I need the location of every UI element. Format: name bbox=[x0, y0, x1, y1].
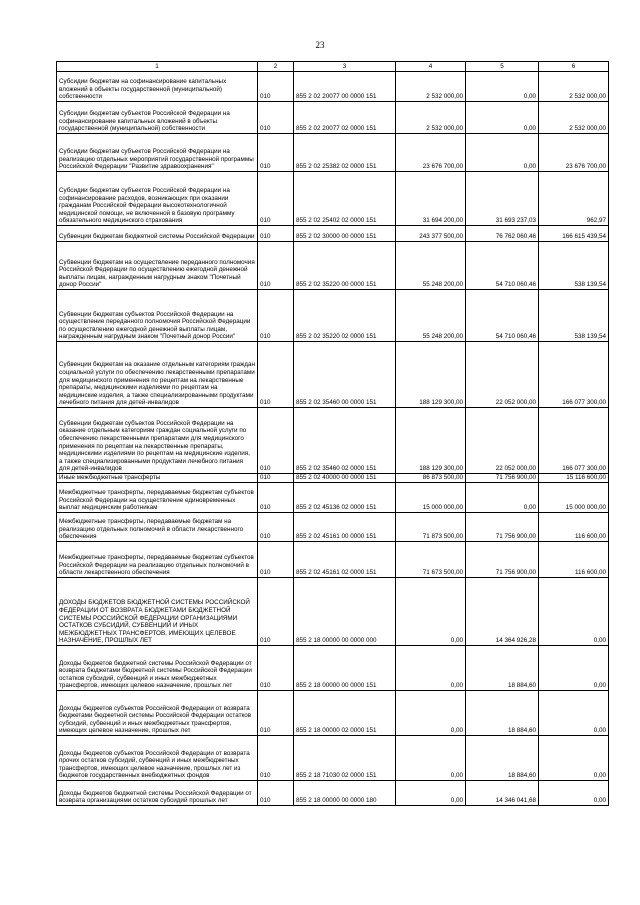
row-name: Доходы бюджетов бюджетной системы Российской Федерации от возврата бюджетами бюджетной системы Российской Федерации остатков субсидий, субвенций и иных межбюджетных трансфертов, имеющих целевое назначение, прошлых лет bbox=[57, 646, 258, 691]
table-row bbox=[57, 646, 609, 691]
row-name: Межбюджетные трансферты, передаваемые бюджетам на реализацию отдельных полномочий в области лекарственного обеспечения bbox=[57, 513, 258, 542]
row-code: 010 bbox=[258, 474, 294, 483]
row-fact: 71 756 900,00 bbox=[466, 513, 539, 542]
row-kbk: 855 2 02 30000 00 0000 151 bbox=[294, 226, 396, 242]
table-row bbox=[57, 134, 609, 172]
row-plan: 0,00 bbox=[396, 736, 466, 781]
row-rest: 0,00 bbox=[539, 736, 609, 781]
row-plan: 2 532 000,00 bbox=[396, 72, 466, 102]
row-name: Доходы бюджетов бюджетной системы Российской Федерации от возврата организациями остатков субсидий прошлых лет bbox=[57, 781, 258, 806]
row-plan: 0,00 bbox=[396, 578, 466, 646]
row-code: 010 bbox=[258, 172, 294, 226]
row-rest: 166 077 300,00 bbox=[539, 342, 609, 408]
row-kbk: 855 2 18 00000 00 0000 000 bbox=[294, 578, 396, 646]
row-fact: 76 762 060,46 bbox=[466, 226, 539, 242]
table-row bbox=[57, 72, 609, 102]
row-code: 010 bbox=[258, 102, 294, 134]
budget-table bbox=[56, 61, 609, 806]
row-kbk: 855 2 02 20077 00 0000 151 bbox=[294, 72, 396, 102]
row-name: Субсидии бюджетам субъектов Российской Федерации на реализацию отдельных мероприятий государственной программы Российской Федерации "Развитие здравоохранения" bbox=[57, 134, 258, 172]
row-rest: 538 139,54 bbox=[539, 290, 609, 342]
row-kbk: 855 2 02 35220 00 0000 151 bbox=[294, 242, 396, 290]
row-code: 010 bbox=[258, 290, 294, 342]
table-row bbox=[57, 513, 609, 542]
row-code: 010 bbox=[258, 578, 294, 646]
row-plan: 188 129 300,00 bbox=[396, 342, 466, 408]
table-header-row bbox=[57, 62, 609, 72]
table-row bbox=[57, 290, 609, 342]
row-rest: 15 116 600,00 bbox=[539, 474, 609, 483]
row-rest: 116 600,00 bbox=[539, 542, 609, 578]
row-code: 010 bbox=[258, 134, 294, 172]
table-row bbox=[57, 172, 609, 226]
table-row bbox=[57, 226, 609, 242]
row-fact: 18 884,60 bbox=[466, 736, 539, 781]
row-name: Субвенции бюджетам бюджетной системы Российской Федерации bbox=[57, 226, 258, 242]
row-kbk: 855 2 02 20077 02 0000 151 bbox=[294, 102, 396, 134]
row-kbk: 855 2 18 00000 02 0000 151 bbox=[294, 691, 396, 736]
table-row bbox=[57, 242, 609, 290]
row-rest: 0,00 bbox=[539, 578, 609, 646]
row-plan: 2 532 000,00 bbox=[396, 102, 466, 134]
page-number: 23 bbox=[315, 40, 325, 50]
row-fact: 54 710 060,46 bbox=[466, 242, 539, 290]
column-header: 5 bbox=[466, 62, 539, 72]
row-fact: 54 710 060,46 bbox=[466, 290, 539, 342]
row-code: 010 bbox=[258, 72, 294, 102]
column-header: 2 bbox=[258, 62, 294, 72]
row-plan: 71 673 500,00 bbox=[396, 542, 466, 578]
row-rest: 166 077 300,00 bbox=[539, 408, 609, 474]
row-plan: 31 694 200,00 bbox=[396, 172, 466, 226]
row-plan: 0,00 bbox=[396, 646, 466, 691]
row-rest: 15 000 000,00 bbox=[539, 483, 609, 513]
row-name: Субвенции бюджетам субъектов Российской Федерации на осуществление переданного полномочия Российской Федерации по осуществлению ежегодной денежной выплаты лицам, награжденным нагрудным знаком "Почетный донор России" bbox=[57, 290, 258, 342]
row-fact: 22 052 000,00 bbox=[466, 408, 539, 474]
row-code: 010 bbox=[258, 242, 294, 290]
row-rest: 2 532 000,00 bbox=[539, 72, 609, 102]
row-fact: 18 884,60 bbox=[466, 646, 539, 691]
row-fact: 22 052 000,00 bbox=[466, 342, 539, 408]
row-name: Доходы бюджетов субъектов Российской Федерации от возврата бюджетами бюджетной системы Российской Федерации остатков субсидий, субвенций и иных межбюджетных трансфертов, имеющих целевое назначение, прошлых лет bbox=[57, 691, 258, 736]
row-fact: 0,00 bbox=[466, 102, 539, 134]
row-name: Субвенции бюджетам на оказание отдельным категориям граждан социальной услуги по обеспечению лекарственными препаратами для медицинского применения по рецептам на лекарственные препараты, медицинскими изделиями по рецептам на медицинские изделия, а также специализированными продуктами лечебного питания для детей-инвалидов bbox=[57, 342, 258, 408]
row-code: 010 bbox=[258, 342, 294, 408]
column-header: 1 bbox=[57, 62, 258, 72]
row-kbk: 855 2 02 45161 00 0000 151 bbox=[294, 513, 396, 542]
column-header: 3 bbox=[294, 62, 396, 72]
row-fact: 71 756 900,00 bbox=[466, 474, 539, 483]
row-kbk: 855 2 02 25382 02 0000 151 bbox=[294, 134, 396, 172]
row-fact: 0,00 bbox=[466, 483, 539, 513]
row-code: 010 bbox=[258, 781, 294, 806]
table-row bbox=[57, 736, 609, 781]
table-row bbox=[57, 781, 609, 806]
row-plan: 243 377 500,00 bbox=[396, 226, 466, 242]
row-fact: 0,00 bbox=[466, 72, 539, 102]
row-plan: 86 873 500,00 bbox=[396, 474, 466, 483]
row-code: 010 bbox=[258, 736, 294, 781]
row-name: Субсидии бюджетам субъектов Российской Федерации на софинансирование расходов, возникающих при оказании гражданам Российской Федерации высокотехнологичной медицинской помощи, не включенной в базовую программу обязательного медицинского страхования bbox=[57, 172, 258, 226]
row-kbk: 855 2 02 45136 02 0000 151 bbox=[294, 483, 396, 513]
row-name: Межбюджетные трансферты, передаваемые бюджетам субъектов Российской Федерации на реализацию отдельных полномочий в области лекарственного обеспечения bbox=[57, 542, 258, 578]
row-fact: 31 693 237,03 bbox=[466, 172, 539, 226]
row-kbk: 855 2 18 00000 00 0000 151 bbox=[294, 646, 396, 691]
row-plan: 23 676 700,00 bbox=[396, 134, 466, 172]
row-plan: 15 000 000,00 bbox=[396, 483, 466, 513]
row-fact: 71 756 900,00 bbox=[466, 542, 539, 578]
row-code: 010 bbox=[258, 408, 294, 474]
row-fact: 14 364 926,28 bbox=[466, 578, 539, 646]
row-name: Доходы бюджетов субъектов Российской Федерации от возврата прочих остатков субсидий, субвенций и иных межбюджетных трансфертов, имеющих целевое назначение, прошлых лет из бюджетов государственных внебюджетных фондов bbox=[57, 736, 258, 781]
row-rest: 0,00 bbox=[539, 781, 609, 806]
table-row bbox=[57, 474, 609, 483]
row-name: Субсидии бюджетам субъектов Российской Федерации на софинансирование капитальных вложений в объекты государственной (муниципальной) собственности bbox=[57, 102, 258, 134]
table-row bbox=[57, 483, 609, 513]
table-row bbox=[57, 691, 609, 736]
row-code: 010 bbox=[258, 646, 294, 691]
row-code: 010 bbox=[258, 513, 294, 542]
row-plan: 55 248 200,00 bbox=[396, 290, 466, 342]
row-plan: 0,00 bbox=[396, 691, 466, 736]
row-kbk: 855 2 02 35460 02 0000 151 bbox=[294, 408, 396, 474]
row-name: Субвенции бюджетам на осуществление переданного полномочия Российской Федерации по осуществлению ежегодной денежной выплаты лицам, награжденным нагрудным знаком "Почетный донор России" bbox=[57, 242, 258, 290]
column-header: 4 bbox=[396, 62, 466, 72]
row-rest: 166 615 439,54 bbox=[539, 226, 609, 242]
row-name: Субсидии бюджетам на софинансирование капитальных вложений в объекты государственной (муниципальной) собственности bbox=[57, 72, 258, 102]
row-name: Межбюджетные трансферты, передаваемые бюджетам субъектов Российской Федерации на осуществление единовременных выплат медицинским работникам bbox=[57, 483, 258, 513]
row-kbk: 855 2 18 00000 00 0000 180 bbox=[294, 781, 396, 806]
row-plan: 55 248 200,00 bbox=[396, 242, 466, 290]
row-kbk: 855 2 02 45161 02 0000 151 bbox=[294, 542, 396, 578]
row-code: 010 bbox=[258, 691, 294, 736]
row-name: ДОХОДЫ БЮДЖЕТОВ БЮДЖЕТНОЙ СИСТЕМЫ РОССИЙСКОЙ ФЕДЕРАЦИИ ОТ ВОЗВРАТА БЮДЖЕТАМИ БЮДЖЕТНОЙ СИСТЕМЫ РОССИЙСКОЙ ФЕДЕРАЦИИ ОРГАНИЗАЦИЯМИ ОСТАТКОВ СУБСИДИЙ, СУБВЕНЦИЙ И ИНЫХ МЕЖБЮДЖЕТНЫХ ТРАНСФЕРТОВ, ИМЕЮЩИХ ЦЕЛЕВОЕ НАЗНАЧЕНИЕ, ПРОШЛЫХ ЛЕТ bbox=[57, 578, 258, 646]
row-fact: 18 884,60 bbox=[466, 691, 539, 736]
table-row bbox=[57, 342, 609, 408]
row-code: 010 bbox=[258, 542, 294, 578]
table-row bbox=[57, 408, 609, 474]
row-plan: 71 873 500,00 bbox=[396, 513, 466, 542]
row-fact: 14 346 041,68 bbox=[466, 781, 539, 806]
row-kbk: 855 2 18 71030 02 0000 151 bbox=[294, 736, 396, 781]
row-plan: 188 129 300,00 bbox=[396, 408, 466, 474]
row-rest: 0,00 bbox=[539, 646, 609, 691]
row-rest: 538 139,54 bbox=[539, 242, 609, 290]
row-rest: 23 676 700,00 bbox=[539, 134, 609, 172]
row-kbk: 855 2 02 35220 02 0000 151 bbox=[294, 290, 396, 342]
table-row bbox=[57, 578, 609, 646]
column-header: 6 bbox=[539, 62, 609, 72]
table-row bbox=[57, 102, 609, 134]
row-code: 010 bbox=[258, 483, 294, 513]
row-plan: 0,00 bbox=[396, 781, 466, 806]
row-kbk: 855 2 02 35460 00 0000 151 bbox=[294, 342, 396, 408]
row-rest: 962,97 bbox=[539, 172, 609, 226]
row-kbk: 855 2 02 25402 02 0000 151 bbox=[294, 172, 396, 226]
row-rest: 116 600,00 bbox=[539, 513, 609, 542]
row-rest: 0,00 bbox=[539, 691, 609, 736]
row-code: 010 bbox=[258, 226, 294, 242]
row-name: Иные межбюджетные трансферты bbox=[57, 474, 258, 483]
row-name: Субвенции бюджетам субъектов Российской Федерации на оказание отдельным категориям граждан социальной услуги по обеспечению лекарственными препаратами для медицинского применения по рецептам на лекарственные препараты, медицинскими изделиями по рецептам на медицинские изделия, а также специализированными продуктами лечебного питания для детей-инвалидов bbox=[57, 408, 258, 474]
table-row bbox=[57, 542, 609, 578]
row-rest: 2 532 000,00 bbox=[539, 102, 609, 134]
row-fact: 0,00 bbox=[466, 134, 539, 172]
row-kbk: 855 2 02 40000 00 0000 151 bbox=[294, 474, 396, 483]
